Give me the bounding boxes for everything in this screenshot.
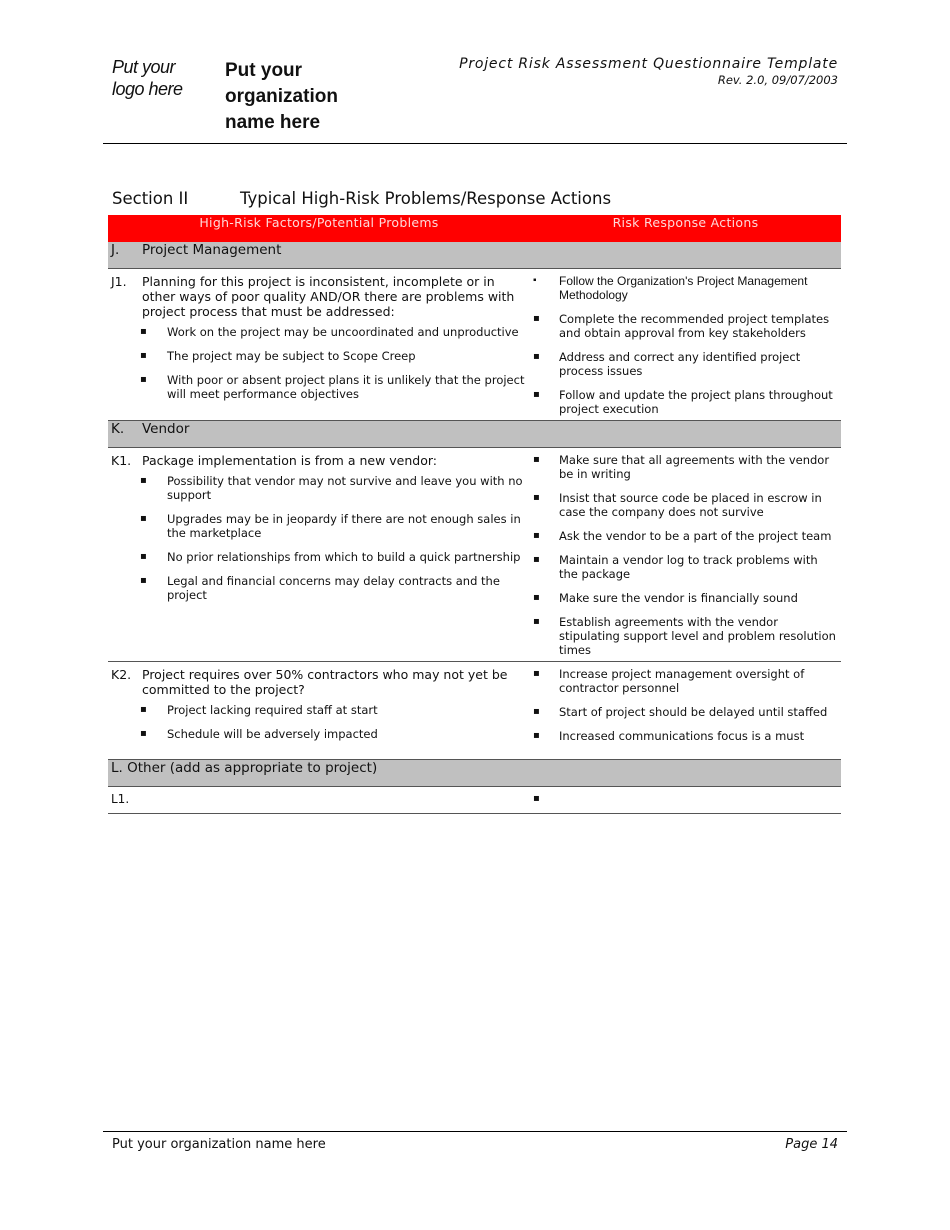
response-item: ▪ Establish agreements with the vendor stipulating support level and problem resolution times xyxy=(530,615,841,657)
group-row-j xyxy=(108,242,841,269)
problem-list xyxy=(108,474,530,602)
risk-row-l1 xyxy=(108,787,841,814)
risk-description: Project requires over 50% contractors who may not yet be committed to the project? xyxy=(142,667,508,697)
group-code: J. xyxy=(111,242,120,258)
section-title: Typical High-Risk Problems/Response Actions xyxy=(240,189,612,208)
group-row-k xyxy=(108,421,841,448)
column-header-factors: High-Risk Factors/Potential Problems xyxy=(108,215,530,242)
response-item: ▪ Follow the Organization's Project Management Methodology xyxy=(530,274,841,302)
response-item: ▪ Insist that source code be placed in escrow in case the company does not survive xyxy=(530,491,841,519)
response-item: ▪ Make sure the vendor is financially sound xyxy=(530,591,841,605)
response-item: ▪ Ask the vendor to be a part of the project team xyxy=(530,529,841,543)
risk-code: L1. xyxy=(111,792,130,806)
table-header-row xyxy=(108,215,841,242)
document-title: Project Risk Assessment Questionnaire Template xyxy=(459,56,838,72)
risk-row-j1 xyxy=(108,269,841,421)
response-list xyxy=(530,274,841,416)
document-header xyxy=(459,56,838,87)
group-row-l xyxy=(108,760,841,787)
group-title: Project Management xyxy=(142,242,282,258)
column-header-responses: Risk Response Actions xyxy=(530,215,841,242)
document-revision: Rev. 2.0, 09/07/2003 xyxy=(717,73,838,87)
response-item: ▪ Follow and update the project plans throughout project execution xyxy=(530,388,841,416)
problem-item: ▪ Upgrades may be in jeopardy if there are not enough sales in the marketplace xyxy=(108,512,530,540)
section-heading xyxy=(112,189,611,208)
section-number: Section II xyxy=(112,189,189,208)
problem-list xyxy=(108,325,530,401)
response-item: ▪ Increased communications focus is a must xyxy=(530,729,841,743)
response-list xyxy=(530,453,841,657)
problem-item: ▪ Legal and financial concerns may delay contracts and the project xyxy=(108,574,530,602)
problem-item: ▪ Project lacking required staff at start xyxy=(108,703,530,717)
logo-placeholder: Put your logo here xyxy=(112,57,183,99)
response-item: ▪ Complete the recommended project templates and obtain approval from key stakeholders xyxy=(530,312,841,340)
footer-organization: Put your organization name here xyxy=(112,1137,326,1152)
response-item: ▪ Start of project should be delayed until staffed xyxy=(530,705,841,719)
risk-description: Planning for this project is inconsistent, incomplete or in other ways of poor quality AND/OR there are problems with project process that must be addressed: xyxy=(142,274,515,319)
empty-response-bullet: ▪ xyxy=(533,793,540,804)
risk-table xyxy=(108,215,841,814)
response-item: ▪ Address and correct any identified project process issues xyxy=(530,350,841,378)
risk-code: J1. xyxy=(111,274,127,289)
response-item: ▪ Increase project management oversight of contractor personnel xyxy=(530,667,841,695)
risk-row-k2 xyxy=(108,662,841,760)
response-item: ▪ Maintain a vendor log to track problems with the package xyxy=(530,553,841,581)
problem-list xyxy=(108,703,530,741)
risk-row-k1 xyxy=(108,448,841,662)
page-number: Page 14 xyxy=(785,1137,838,1152)
problem-item: ▪ Work on the project may be uncoordinated and unproductive xyxy=(108,325,530,339)
problem-item: ▪ No prior relationships from which to build a quick partnership xyxy=(108,550,530,564)
problem-item: ▪ The project may be subject to Scope Creep xyxy=(108,349,530,363)
response-list xyxy=(530,667,841,743)
header-rule xyxy=(103,143,847,144)
risk-code: K2. xyxy=(111,667,132,682)
organization-name: Put your organization name here xyxy=(225,60,338,133)
problem-item: ▪ With poor or absent project plans it is unlikely that the project will meet performance objectives xyxy=(108,373,530,401)
problem-item: ▪ Possibility that vendor may not survive and leave you with no support xyxy=(108,474,530,502)
problem-item: ▪ Schedule will be adversely impacted xyxy=(108,727,530,741)
group-title: Vendor xyxy=(142,421,190,437)
group-title: L. Other (add as appropriate to project) xyxy=(111,760,378,776)
risk-description: Package implementation is from a new vendor: xyxy=(142,453,437,468)
response-item: ▪ Make sure that all agreements with the vendor be in writing xyxy=(530,453,841,481)
group-code: K. xyxy=(111,421,125,437)
risk-code: K1. xyxy=(111,453,132,468)
footer-rule xyxy=(103,1131,847,1132)
